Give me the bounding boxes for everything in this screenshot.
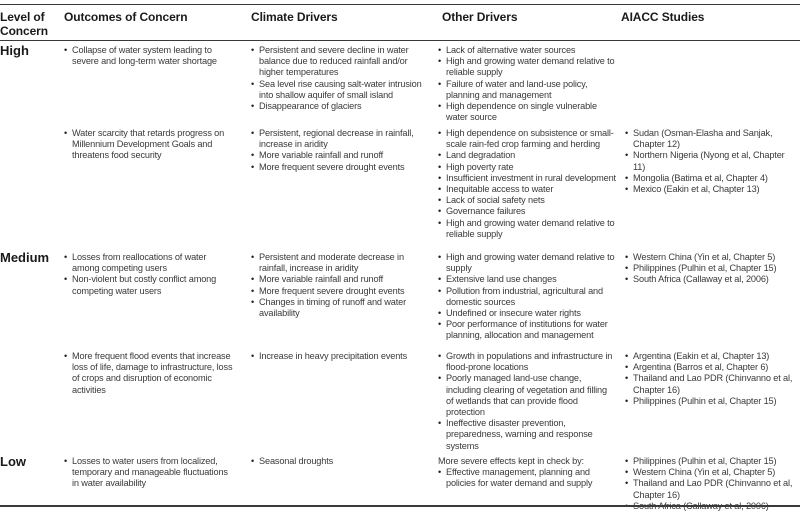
bullet-list — [64, 456, 236, 490]
list-item: • Thailand and Lao PDR (Chinvanno et al, Chapter 16) — [625, 478, 798, 500]
other-drivers-intro: More severe effects kept in check by: — [438, 456, 584, 466]
list-item: • Collapse of water system leading to severe and long-term water shortage — [64, 45, 236, 67]
climate-drivers-cell — [251, 351, 429, 362]
list-item: • Lack of alternative water sources — [438, 45, 616, 56]
list-item: • Pollution from industrial, agricultural and domestic sources — [438, 286, 616, 308]
list-item: • Philippines (Pulhin et al, Chapter 15) — [625, 456, 798, 467]
list-item: • Growth in populations and infrastructure in flood-prone locations — [438, 351, 616, 373]
list-item: • Western China (Yin et al, Chapter 5) — [625, 467, 798, 478]
climate-drivers-cell — [251, 456, 429, 467]
list-item: • Mongolia (Batima et al, Chapter 4) — [625, 173, 798, 184]
bullet-list — [625, 252, 798, 286]
header-other-drivers: Other Drivers — [442, 10, 518, 24]
list-item: • Thailand and Lao PDR (Chinvanno et al, Chapter 16) — [625, 373, 798, 395]
climate-drivers-cell — [251, 45, 429, 112]
list-item: • High dependence on subsistence or small-scale rain-fed crop farming and herding — [438, 128, 616, 150]
list-item: • Philippines (Pulhin et al, Chapter 15) — [625, 263, 798, 274]
header-outcomes: Outcomes of Concern — [64, 10, 188, 24]
list-item: • Governance failures — [438, 206, 616, 217]
list-item: • Losses from reallocations of water among competing users — [64, 252, 236, 274]
outcomes-cell — [64, 351, 236, 396]
list-item: • More variable rainfall and runoff — [251, 150, 429, 161]
outcomes-cell — [64, 252, 236, 297]
list-item: • Seasonal droughts — [251, 456, 429, 467]
list-item: • Argentina (Eakin et al, Chapter 13) — [625, 351, 798, 362]
list-item: • More frequent severe drought events — [251, 286, 429, 297]
list-item: • Lack of social safety nets — [438, 195, 616, 206]
aiacc-studies-cell — [625, 252, 798, 286]
list-item: • Poor performance of institutions for water planning, allocation and management — [438, 319, 616, 341]
table-header-rule — [0, 40, 800, 41]
table-top-rule — [0, 4, 800, 5]
list-item: • Persistent and moderate decrease in rainfall, increase in aridity — [251, 252, 429, 274]
bullet-list — [625, 351, 798, 407]
list-item: • Extensive land use changes — [438, 274, 616, 285]
bullet-list — [438, 467, 616, 489]
aiacc-studies-cell — [625, 456, 798, 512]
list-item: • High and growing water demand relative to reliable supply — [438, 56, 616, 78]
aiacc-studies-cell — [625, 351, 798, 407]
bullet-list — [251, 456, 429, 467]
list-item: • More variable rainfall and runoff — [251, 274, 429, 285]
bullet-list — [438, 45, 616, 123]
list-item: • Disappearance of glaciers — [251, 101, 429, 112]
outcomes-cell — [64, 128, 236, 162]
bullet-list — [438, 128, 616, 240]
list-item: • Sea level rise causing salt-water intrusion into shallow aquifer of small island — [251, 79, 429, 101]
list-item: • Effective management, planning and policies for water demand and supply — [438, 467, 616, 489]
header-level-of-concern: Level of Concern — [0, 10, 48, 38]
level-label: Medium — [0, 250, 50, 265]
list-item: • High dependence on single vulnerable water source — [438, 101, 616, 123]
list-item: • High poverty rate — [438, 162, 616, 173]
bullet-list — [438, 351, 616, 452]
list-item: • Argentina (Barros et al, Chapter 6) — [625, 362, 798, 373]
bullet-list — [438, 252, 616, 342]
bullet-list — [64, 128, 236, 162]
list-item: • Western China (Yin et al, Chapter 5) — [625, 252, 798, 263]
bullet-list — [625, 128, 798, 195]
list-item: • Non-violent but costly conflict among competing water users — [64, 274, 236, 296]
list-item: • More frequent severe drought events — [251, 162, 429, 173]
list-item: • More frequent flood events that increase loss of life, damage to infrastructure, loss of crops and disruption of economic activities — [64, 351, 236, 396]
other-drivers-cell — [438, 128, 616, 240]
other-drivers-cell — [438, 45, 616, 123]
list-item: • Philippines (Pulhin et al, Chapter 15) — [625, 396, 798, 407]
bullet-list — [64, 351, 236, 396]
list-item: • Increase in heavy precipitation events — [251, 351, 429, 362]
list-item: • Water scarcity that retards progress on Millennium Development Goals and threatens food security — [64, 128, 236, 162]
list-item: • Mexico (Eakin et al, Chapter 13) — [625, 184, 798, 195]
list-item: • Undefined or insecure water rights — [438, 308, 616, 319]
climate-drivers-cell — [251, 252, 429, 319]
list-item: • Poorly managed land-use change, including clearing of vegetation and filling of wetlands that can provide flood protection — [438, 373, 616, 418]
outcomes-cell — [64, 45, 236, 67]
list-item: • High and growing water demand relative to reliable supply — [438, 218, 616, 240]
level-label: Low — [0, 454, 26, 469]
list-item: • Persistent and severe decline in water balance due to reduced rainfall and/or higher temperatures — [251, 45, 429, 79]
bullet-list — [251, 45, 429, 112]
bullet-list — [251, 252, 429, 319]
list-item: • Ineffective disaster prevention, preparedness, warning and response systems — [438, 418, 616, 452]
bullet-list — [64, 252, 236, 297]
list-item: • High and growing water demand relative to supply — [438, 252, 616, 274]
list-item: • Persistent, regional decrease in rainfall, increase in aridity — [251, 128, 429, 150]
bullet-list — [251, 351, 429, 362]
list-item: • Insufficient investment in rural development — [438, 173, 616, 184]
list-item: • Inequitable access to water — [438, 184, 616, 195]
bullet-list — [625, 456, 798, 512]
list-item: • Sudan (Osman-Elasha and Sanjak, Chapter 12) — [625, 128, 798, 150]
other-drivers-cell — [438, 351, 616, 452]
level-label: High — [0, 43, 29, 58]
bullet-list — [251, 128, 429, 173]
aiacc-studies-cell — [625, 128, 798, 195]
list-item: • Losses to water users from localized, temporary and manageable fluctuations in water availability — [64, 456, 236, 490]
header-aiacc-studies: AIACC Studies — [621, 10, 705, 24]
list-item: • Land degradation — [438, 150, 616, 161]
list-item: • Failure of water and land-use policy, planning and management — [438, 79, 616, 101]
header-climate-drivers: Climate Drivers — [251, 10, 338, 24]
climate-drivers-cell — [251, 128, 429, 173]
outcomes-cell — [64, 456, 236, 490]
bullet-list — [64, 45, 236, 67]
other-drivers-cell — [438, 252, 616, 342]
list-item: • South Africa (Callaway et al, 2006) — [625, 274, 798, 285]
list-item: • Changes in timing of runoff and water availability — [251, 297, 429, 319]
list-item: • Northern Nigeria (Nyong et al, Chapter 11) — [625, 150, 798, 172]
other-drivers-cell — [438, 456, 616, 490]
